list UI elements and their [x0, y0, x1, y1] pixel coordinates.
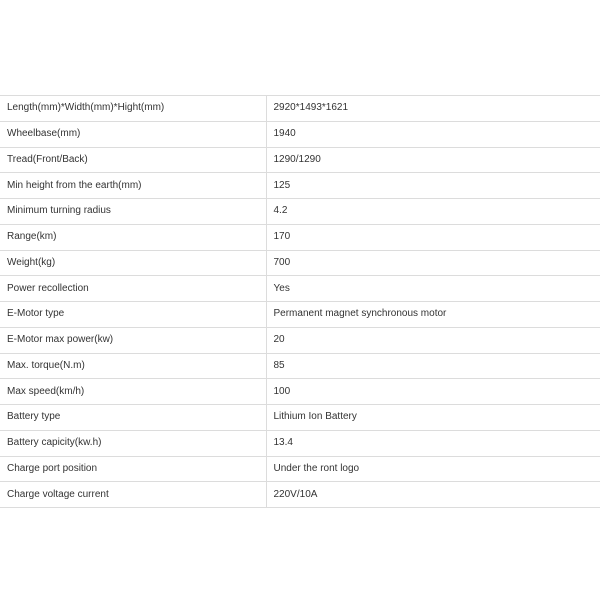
spec-value: Permanent magnet synchronous motor: [266, 302, 600, 328]
spec-label: Length(mm)*Width(mm)*Hight(mm): [0, 96, 266, 122]
spec-label: Battery type: [0, 405, 266, 431]
spec-value: 13.4: [266, 430, 600, 456]
table-row: [0, 276, 600, 302]
spec-value: 220V/10A: [266, 482, 600, 508]
table-row: [0, 199, 600, 225]
spec-label: Range(km): [0, 224, 266, 250]
spec-label: Min height from the earth(mm): [0, 173, 266, 199]
table-row: [0, 302, 600, 328]
table-row: [0, 430, 600, 456]
spec-value: 700: [266, 250, 600, 276]
table-row: [0, 456, 600, 482]
spec-label: Wheelbase(mm): [0, 121, 266, 147]
table-row: [0, 96, 600, 122]
spec-label: Tread(Front/Back): [0, 147, 266, 173]
spec-label: Charge port position: [0, 456, 266, 482]
spec-value: Lithium Ion Battery: [266, 405, 600, 431]
spec-value: 4.2: [266, 199, 600, 225]
spec-label: Max speed(km/h): [0, 379, 266, 405]
table-row: [0, 482, 600, 508]
table-row: [0, 147, 600, 173]
spec-value: 1290/1290: [266, 147, 600, 173]
spec-value: Under the ront logo: [266, 456, 600, 482]
spec-value: 85: [266, 353, 600, 379]
spec-label: Minimum turning radius: [0, 199, 266, 225]
table-row: [0, 121, 600, 147]
table-row: [0, 224, 600, 250]
spec-label: Power recollection: [0, 276, 266, 302]
table-row: [0, 327, 600, 353]
spec-value: 2920*1493*1621: [266, 96, 600, 122]
spec-table: [0, 95, 600, 508]
spec-value: 170: [266, 224, 600, 250]
spec-label: E-Motor max power(kw): [0, 327, 266, 353]
table-row: [0, 250, 600, 276]
table-row: [0, 379, 600, 405]
table-row: [0, 353, 600, 379]
spec-label: E-Motor type: [0, 302, 266, 328]
spec-value: 1940: [266, 121, 600, 147]
spec-label: Charge voltage current: [0, 482, 266, 508]
spec-value: 125: [266, 173, 600, 199]
spec-label: Battery capicity(kw.h): [0, 430, 266, 456]
spec-label: Weight(kg): [0, 250, 266, 276]
spec-value: Yes: [266, 276, 600, 302]
spec-label: Max. torque(N.m): [0, 353, 266, 379]
table-row: [0, 173, 600, 199]
spec-value: 100: [266, 379, 600, 405]
table-row: [0, 405, 600, 431]
spec-value: 20: [266, 327, 600, 353]
